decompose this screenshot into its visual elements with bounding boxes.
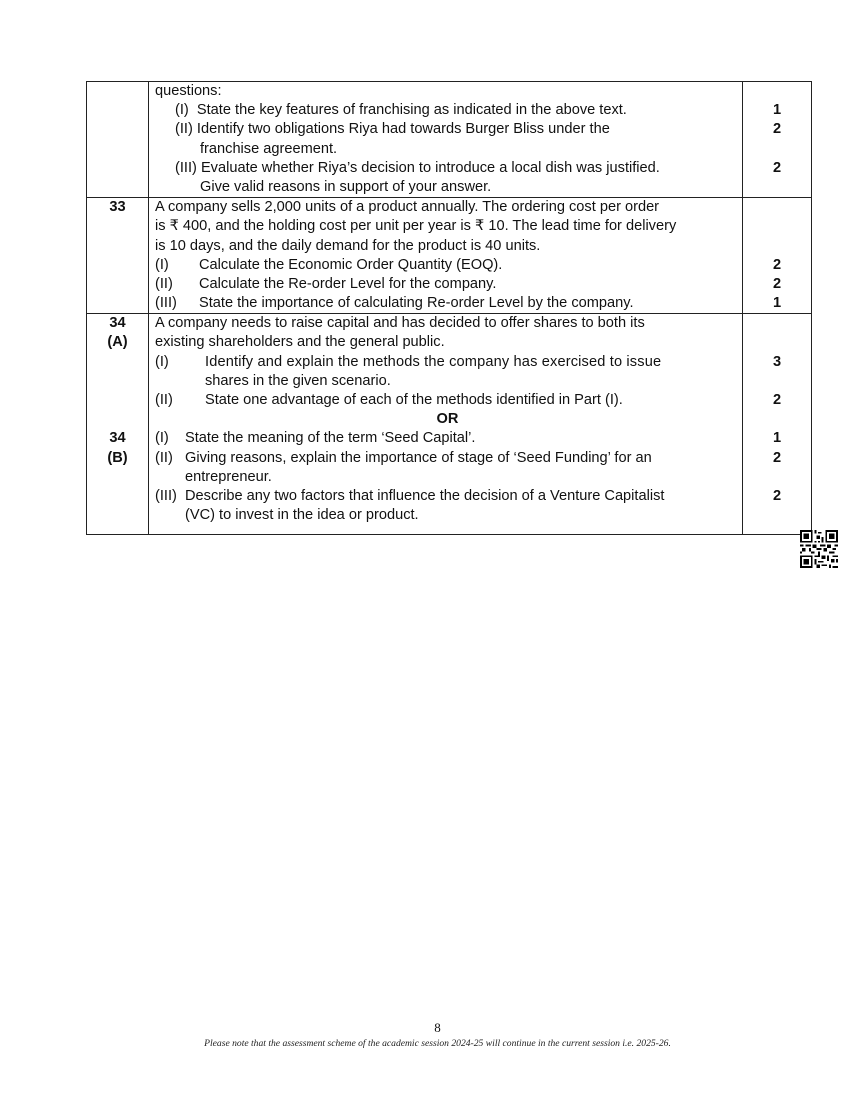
question-intro: questions: (155, 83, 222, 99)
marks-value: 2 (772, 121, 782, 138)
subq-number: (I) (155, 256, 169, 273)
question-part: (B) (107, 449, 128, 466)
subq-text: Identify and explain the methods the company has exercised to issue (205, 353, 662, 370)
subq-text: Calculate the Economic Order Quantity (EOQ). (199, 256, 503, 273)
subq-number: (I) (175, 102, 189, 119)
page-number: 8 (434, 1020, 441, 1035)
footnote: Please note that the assessment scheme of the academic session 2024-25 will continue in the current session i.e. 2025-26. (204, 1038, 671, 1049)
table-row-q34 (87, 314, 812, 535)
question-number-cell (87, 198, 149, 314)
subq-text: Describe any two factors that influence the decision of a Venture Capitalist (185, 487, 665, 504)
table-row-q32 (87, 82, 812, 198)
subq-text: entrepreneur. (185, 468, 272, 485)
subq-text: shares in the given scenario. (205, 372, 391, 389)
marks-value: 2 (772, 256, 782, 273)
marks-value: 1 (772, 102, 782, 119)
marks-value: 3 (772, 353, 782, 370)
question-number: 34 (109, 315, 126, 332)
marks-value: 1 (772, 295, 782, 312)
question-number: 34 (109, 430, 126, 447)
subq-text: State the importance of calculating Re-order Level by the company. (199, 295, 634, 312)
question-part: (A) (107, 334, 128, 351)
subq-text: Give valid reasons in support of your answer. (200, 178, 492, 195)
marks-value: 2 (772, 487, 782, 504)
subq-text: State the meaning of the term ‘Seed Capital’. (185, 430, 476, 447)
subq-text: State one advantage of each of the methods identified in Part (I). (205, 392, 623, 408)
question-text-cell (149, 198, 743, 314)
subq-number: (III) (155, 295, 177, 312)
subq-text: State the key features of franchising as indicated in the above text. (196, 102, 627, 119)
question-number-cell (87, 82, 149, 198)
marks-cell (743, 82, 812, 198)
subq-number: (II) (155, 392, 173, 408)
question-stem-line: is ₹ 400, and the holding cost per unit per year is ₹ 10. The lead time for delivery (155, 218, 677, 235)
question-stem-line: A company needs to raise capital and has decided to offer shares to both its (155, 315, 645, 332)
question-number: 33 (109, 199, 126, 216)
subq-number: (I) (155, 430, 169, 447)
subq-text: (VC) to invest in the idea or product. (185, 507, 419, 524)
subq-number: (II) (155, 275, 173, 292)
marks-value: 2 (772, 275, 782, 292)
question-text-cell (149, 82, 743, 198)
question-text-cell (149, 314, 743, 535)
question-stem-line: is 10 days, and the daily demand for the product is 40 units. (155, 237, 541, 254)
subq-text: Calculate the Re-order Level for the company. (199, 275, 497, 292)
marks-cell (743, 314, 812, 535)
marks-value: 2 (772, 392, 782, 408)
subq-number: (I) (155, 353, 169, 370)
question-number-cell (87, 314, 149, 535)
subq-number: (II) (155, 449, 173, 466)
marks-value: 2 (772, 449, 782, 466)
qr-code-icon (800, 530, 838, 568)
subq-text: Identify two obligations Riya had towards Burger Bliss under the (196, 121, 610, 138)
subq-text: Giving reasons, explain the importance of stage of ‘Seed Funding’ for an (185, 449, 652, 466)
marks-value: 1 (772, 430, 782, 447)
question-stem-line: existing shareholders and the general public. (155, 334, 445, 351)
subq-number: (III) (175, 159, 197, 176)
marks-cell (743, 198, 812, 314)
subq-number: (II) (175, 121, 193, 138)
subq-text: franchise agreement. (200, 140, 338, 157)
marks-value: 2 (772, 159, 782, 176)
question-table (86, 81, 812, 535)
table-row-q33 (87, 198, 812, 314)
or-separator: OR (436, 411, 459, 428)
question-stem-line: A company sells 2,000 units of a product annually. The ordering cost per order (155, 199, 660, 216)
subq-text: Evaluate whether Riya’s decision to introduce a local dish was justified. (200, 159, 660, 176)
subq-number: (III) (155, 487, 177, 504)
